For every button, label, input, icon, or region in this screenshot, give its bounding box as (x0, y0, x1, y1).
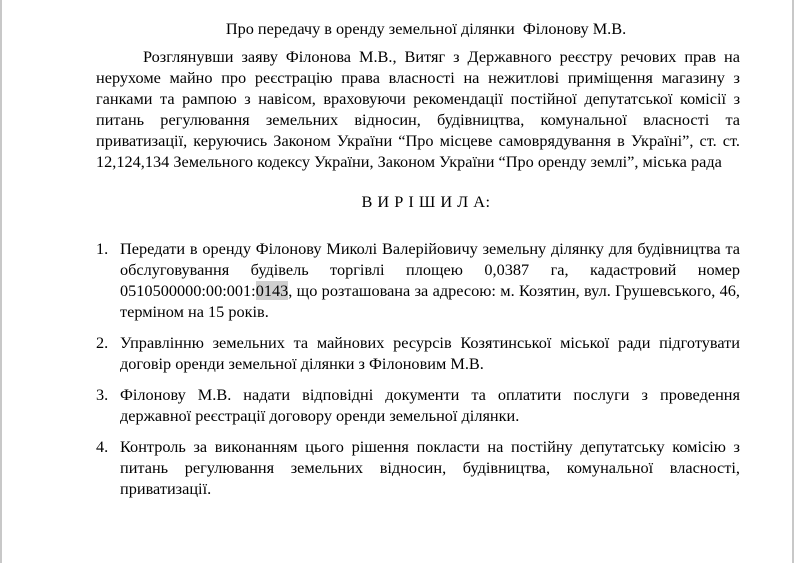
list-item (96, 384, 740, 426)
list-item-number: 3. (96, 385, 109, 404)
decision-list (96, 238, 740, 499)
list-item-text (120, 239, 740, 321)
list-item-number: 4. (96, 437, 109, 456)
preamble-paragraph: Розглянувши заяву Філонова М.В., Витяг з Державного реєстру речових прав на нерухоме майно про реєстрацію права власності на нежитлові приміщення магазину з ганками та рампою з навісом, враховуючи рекомендації постійної депутатської комісії з питань регулювання земельних відносин, будівництва, комунальної власності та приватизації, керуючись Законом України “Про місцеве самоврядування в Україні”, ст. ст. 12,124,134 Земельного кодексу України, Законом України “Про оренду землі”, міська рада (96, 47, 740, 171)
list-item-number: 1. (96, 239, 109, 258)
list-item (96, 332, 740, 374)
page-edge-left (0, 0, 2, 563)
list-item-text-part: Передати в оренду Філонову Миколі Валерійовичу земельну ділянку для будівництва та обслуговування будівель торгівлі площею 0,0387 га, кадастровий номер 0510500000:00:001: (120, 239, 740, 300)
list-item-text: Управлінню земельних та майнових ресурсів Козятинської міської ради підготувати договір оренди земельної ділянки з Філоновим М.В. (120, 333, 740, 373)
document-title: Про передачу в оренду земельної ділянки Філонову М.В. (225, 19, 627, 38)
decision-heading: В И Р І Ш И Л А: (361, 192, 491, 211)
list-item-number: 2. (96, 333, 109, 352)
list-item-text: Філонову М.В. надати відповідні документи та оплатити послуги з проведення державної реєстрації договору оренди земельної ділянки. (120, 385, 740, 425)
highlighted-cadastral-suffix: 0143 (255, 281, 289, 300)
list-item-text: Контроль за виконанням цього рішення покласти на постійну депутатську комісію з питань регулювання земельних відносин, будівництва, комунальної власності, приватизації. (120, 437, 740, 498)
list-item (96, 238, 740, 322)
list-item-text-part: , що розташована за адресою: м. Козятин, вул. Грушевського, 46, терміном на 15 років. (120, 281, 740, 321)
list-item (96, 436, 740, 499)
document-page[interactable] (96, 18, 740, 509)
